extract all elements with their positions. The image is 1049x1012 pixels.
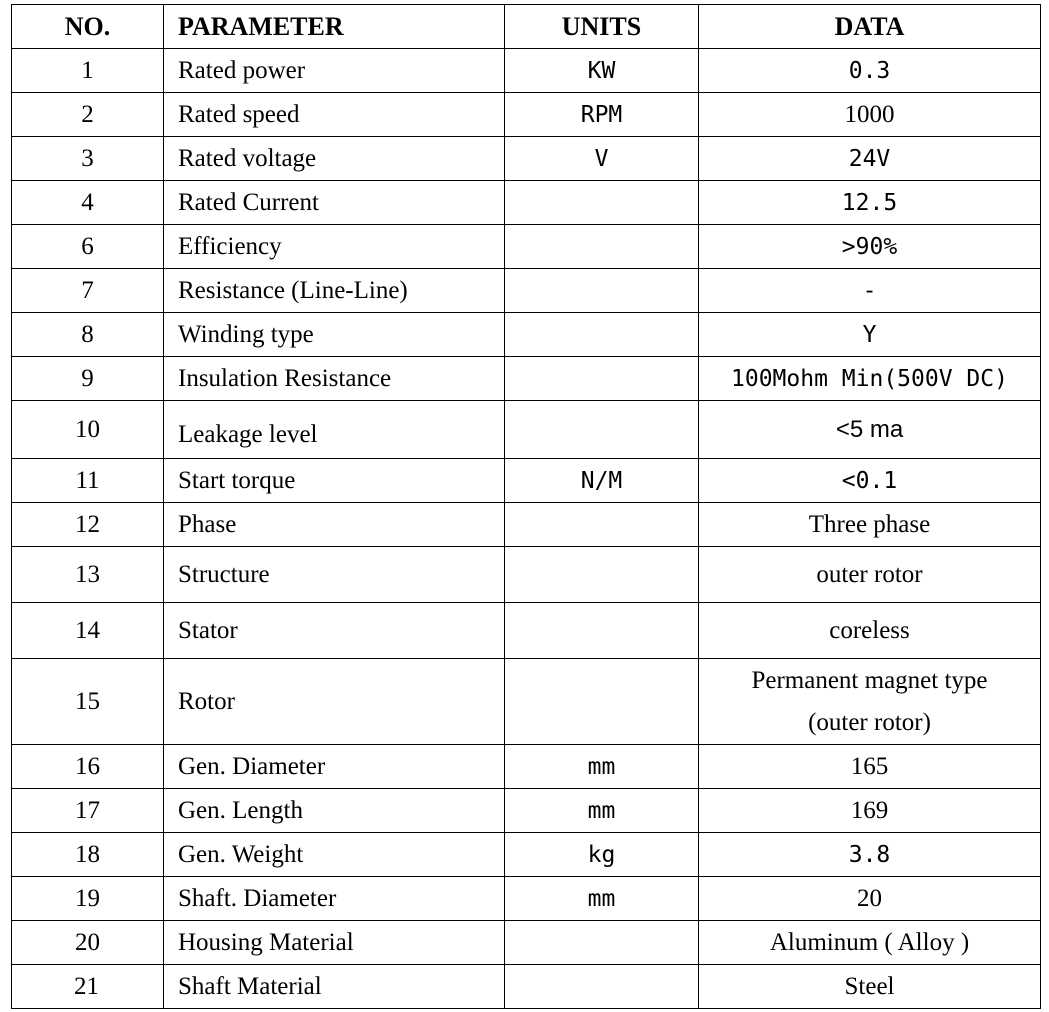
table-row: [12, 49, 1041, 93]
table-row: [12, 225, 1041, 269]
row-no: 7: [12, 269, 164, 313]
row-parameter: Rated Current: [164, 181, 505, 225]
row-no: 2: [12, 93, 164, 137]
row-no: 16: [12, 745, 164, 789]
row-parameter: [164, 401, 505, 459]
row-parameter: Rated power: [164, 49, 505, 93]
row-no: 4: [12, 181, 164, 225]
table-row: [12, 181, 1041, 225]
row-no: 10: [12, 401, 164, 459]
row-units: RPM: [505, 93, 699, 137]
table-row: [12, 547, 1041, 603]
row-units: [505, 181, 699, 225]
row-no: 19: [12, 877, 164, 921]
row-data: outer rotor: [699, 547, 1041, 603]
row-parameter: Insulation Resistance: [164, 357, 505, 401]
row-data: Three phase: [699, 503, 1041, 547]
spec-table: [11, 4, 1041, 1009]
table-row: [12, 659, 1041, 745]
header-parameter: PARAMETER: [164, 5, 505, 49]
row-no: 1: [12, 49, 164, 93]
row-no: 12: [12, 503, 164, 547]
row-parameter: Stator: [164, 603, 505, 659]
header-row: [12, 5, 1041, 49]
table-row: [12, 603, 1041, 659]
row-no: 14: [12, 603, 164, 659]
table-row: [12, 921, 1041, 965]
table-row: [12, 137, 1041, 181]
row-parameter-text: Leakage level: [178, 420, 318, 448]
row-data: 12.5: [699, 181, 1041, 225]
table-row: [12, 357, 1041, 401]
row-units: [505, 503, 699, 547]
row-units: mm: [505, 789, 699, 833]
row-no: 8: [12, 313, 164, 357]
row-no: 13: [12, 547, 164, 603]
row-parameter: Rotor: [164, 659, 505, 745]
row-data: >90%: [699, 225, 1041, 269]
row-parameter: Gen. Diameter: [164, 745, 505, 789]
row-data: <0.1: [699, 459, 1041, 503]
row-no: 21: [12, 965, 164, 1009]
row-data: Aluminum ( Alloy ): [699, 921, 1041, 965]
row-no: 17: [12, 789, 164, 833]
row-parameter: Housing Material: [164, 921, 505, 965]
row-data: 3.8: [699, 833, 1041, 877]
row-units: N/M: [505, 459, 699, 503]
row-data: 100Mohm Min(500V DC): [699, 357, 1041, 401]
row-parameter: Gen. Weight: [164, 833, 505, 877]
row-units: [505, 547, 699, 603]
row-no: 6: [12, 225, 164, 269]
row-parameter: Winding type: [164, 313, 505, 357]
row-units: [505, 921, 699, 965]
row-parameter: Start torque: [164, 459, 505, 503]
row-units: mm: [505, 745, 699, 789]
row-parameter: Structure: [164, 547, 505, 603]
row-data: 0.3: [699, 49, 1041, 93]
row-data: coreless: [699, 603, 1041, 659]
row-parameter: Rated voltage: [164, 137, 505, 181]
row-no: 3: [12, 137, 164, 181]
row-data: 20: [699, 877, 1041, 921]
row-parameter: Shaft. Diameter: [164, 877, 505, 921]
row-data: 1000: [699, 93, 1041, 137]
row-no: 9: [12, 357, 164, 401]
row-units: [505, 357, 699, 401]
row-data: 24V: [699, 137, 1041, 181]
table-row: [12, 965, 1041, 1009]
row-units: KW: [505, 49, 699, 93]
row-no: 20: [12, 921, 164, 965]
row-parameter: Resistance (Line-Line): [164, 269, 505, 313]
row-parameter: Gen. Length: [164, 789, 505, 833]
table-row: [12, 789, 1041, 833]
header-data: DATA: [699, 5, 1041, 49]
table-row: [12, 503, 1041, 547]
table-row: [12, 833, 1041, 877]
header-no: NO.: [12, 5, 164, 49]
row-units: [505, 659, 699, 745]
row-units: [505, 965, 699, 1009]
row-parameter: Rated speed: [164, 93, 505, 137]
row-data: Y: [699, 313, 1041, 357]
row-data: 169: [699, 789, 1041, 833]
table-row: [12, 313, 1041, 357]
row-units: [505, 401, 699, 459]
row-no: 11: [12, 459, 164, 503]
row-no: 15: [12, 659, 164, 745]
row-data: 165: [699, 745, 1041, 789]
table-row: [12, 877, 1041, 921]
table-row: [12, 93, 1041, 137]
row-units: kg: [505, 833, 699, 877]
row-units: [505, 269, 699, 313]
row-data: <5 ma: [699, 401, 1041, 459]
table-row: [12, 459, 1041, 503]
row-data: Steel: [699, 965, 1041, 1009]
row-parameter: Shaft Material: [164, 965, 505, 1009]
table-row: [12, 745, 1041, 789]
row-parameter: Phase: [164, 503, 505, 547]
header-units: UNITS: [505, 5, 699, 49]
row-units: [505, 225, 699, 269]
row-units: [505, 603, 699, 659]
row-units: mm: [505, 877, 699, 921]
table-row: [12, 401, 1041, 459]
row-data: -: [699, 269, 1041, 313]
row-no: 18: [12, 833, 164, 877]
row-units: V: [505, 137, 699, 181]
row-units: [505, 313, 699, 357]
row-data: Permanent magnet type (outer rotor): [699, 659, 1041, 745]
row-parameter: Efficiency: [164, 225, 505, 269]
table-row: [12, 269, 1041, 313]
